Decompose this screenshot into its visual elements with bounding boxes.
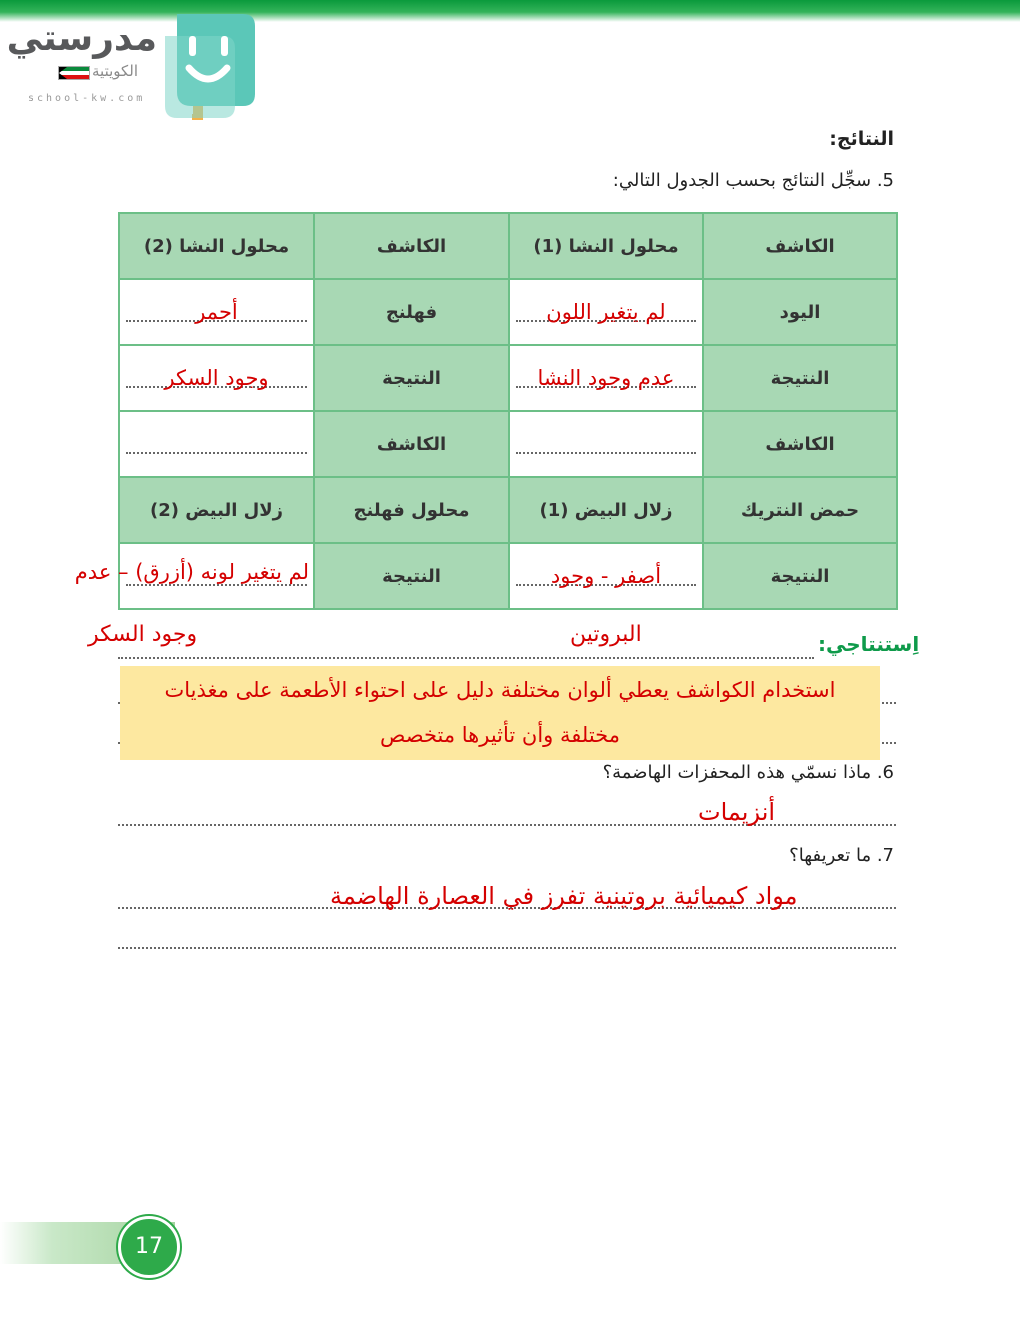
dotted-line — [118, 657, 814, 659]
table-row — [119, 411, 897, 477]
answer-q7[interactable]: مواد كيميائية بروتينية تفرز في العصارة الهاضمة — [330, 882, 798, 910]
table-cell: محلول فهلنج — [314, 477, 509, 543]
table-cell: زلال البيض (1) — [509, 477, 703, 543]
page-number: 17 — [118, 1216, 180, 1278]
table-row — [119, 477, 897, 543]
dotted-line — [118, 824, 896, 826]
question-7: 7. ما تعريفها؟ — [789, 845, 894, 866]
table-cell: فهلنج — [314, 279, 509, 345]
answer-cell[interactable] — [509, 345, 703, 411]
table-cell: الكاشف — [703, 213, 897, 279]
answer-cell[interactable] — [509, 543, 703, 609]
kuwait-flag-icon — [58, 66, 90, 80]
table-row — [119, 345, 897, 411]
answer-text: عدم وجود النشا — [537, 366, 675, 390]
table-cell: حمض النتريك — [703, 477, 897, 543]
answer-cell[interactable] — [119, 411, 314, 477]
logo-pencil-icon — [163, 14, 255, 120]
answer-text: وجود السكر — [164, 366, 269, 390]
answer-text: أحمر — [195, 300, 238, 324]
table-cell: النتيجة — [703, 345, 897, 411]
conclusion-label: اِستنتاجي: — [818, 632, 920, 656]
answer-continuation-sugar: وجود السكر — [88, 622, 198, 647]
answer-text: لم يتغير لونه (أزرق) – عدم — [74, 560, 309, 584]
logo-name: مدرستي — [6, 18, 157, 59]
conclusion-line-1: استخدام الكواشف يعطي ألوان مختلفة دليل على احتواء الأطعمة على مغذيات — [164, 678, 836, 702]
answer-text: لم يتغير اللون — [546, 300, 666, 324]
table-cell: الكاشف — [314, 213, 509, 279]
table-cell: اليود — [703, 279, 897, 345]
dotted-line — [118, 947, 896, 949]
answer-cell[interactable] — [509, 411, 703, 477]
question-6: 6. ماذا نسمّي هذه المحفزات الهاضمة؟ — [602, 762, 894, 783]
results-heading: النتائج: — [829, 128, 894, 150]
answer-q6[interactable]: أنزيمات — [698, 798, 776, 826]
table-row — [119, 543, 897, 609]
results-table — [74, 212, 898, 610]
table-cell: محلول النشا (2) — [119, 213, 314, 279]
logo-url: school-kw.com — [28, 93, 146, 104]
table-row — [119, 279, 897, 345]
table-cell: النتيجة — [703, 543, 897, 609]
question-5: 5. سجِّل النتائج بحسب الجدول التالي: — [612, 170, 894, 191]
table-cell: النتيجة — [314, 345, 509, 411]
answer-cell[interactable] — [74, 543, 314, 609]
conclusion-line-2: مختلفة وأن تأثيرها متخصص — [380, 723, 620, 747]
table-cell: زلال البيض (2) — [119, 477, 314, 543]
table-row — [119, 213, 897, 279]
answer-cell[interactable] — [119, 279, 314, 345]
table-cell: النتيجة — [314, 543, 509, 609]
answer-cell[interactable] — [119, 345, 314, 411]
table-cell: محلول النشا (1) — [509, 213, 703, 279]
logo-subtitle: الكويتية — [92, 62, 139, 80]
conclusion-answer-box[interactable] — [120, 666, 880, 760]
answer-continuation-protein: البروتين — [570, 622, 642, 647]
answer-cell[interactable] — [509, 279, 703, 345]
table-cell: الكاشف — [703, 411, 897, 477]
table-cell: الكاشف — [314, 411, 509, 477]
answer-text: أصفر - وجود — [550, 564, 662, 588]
